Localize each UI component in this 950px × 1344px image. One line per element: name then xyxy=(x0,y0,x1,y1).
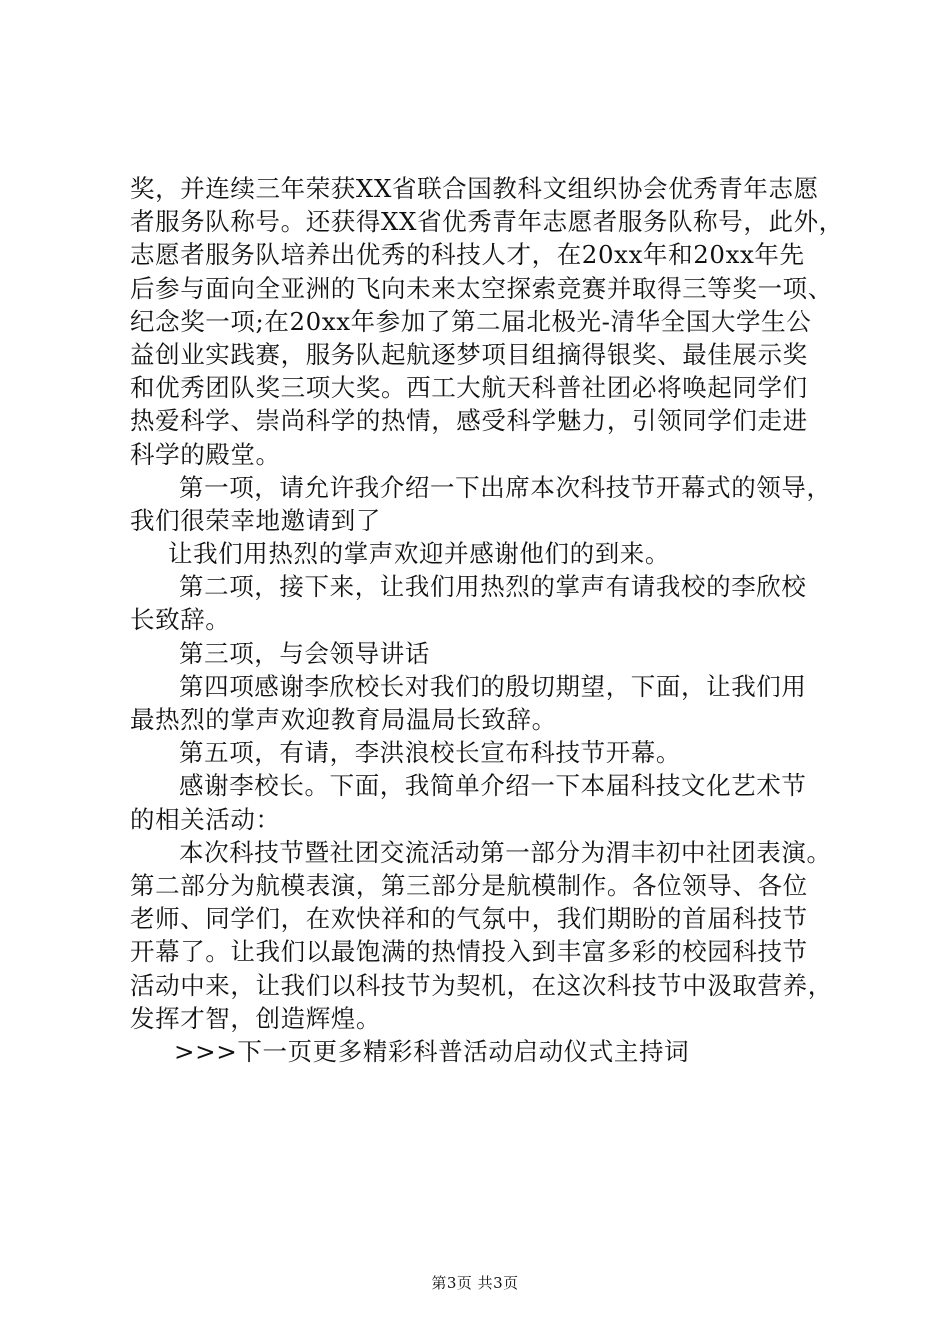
next-page-link[interactable]: >>>下一页更多精彩科普活动启动仪式主持词 xyxy=(174,1036,690,1066)
text-line: 最热烈的掌声欢迎教育局温局长致辞。 xyxy=(130,705,557,734)
text-line: 开幕了。让我们以最饱满的热情投入到丰富多彩的校园科技节 xyxy=(130,937,808,967)
text-line: 本次科技节暨社团交流活动第一部分为渭丰初中社团表演。 xyxy=(179,837,832,867)
text-line: 志愿者服务队培养出优秀的科技人才，在20xx年和20xx年先 xyxy=(130,240,805,270)
text-line: 纪念奖一项;在20xx年参加了第二届北极光-清华全国大学生公 xyxy=(130,306,812,336)
text-line: 感谢李校长。下面，我简单介绍一下本届科技文化艺术节 xyxy=(179,771,807,801)
text-line: 第四项感谢李欣校长对我们的殷切期望，下面，让我们用 xyxy=(179,671,807,701)
text-line: 让我们用热烈的掌声欢迎并感谢他们的到来。 xyxy=(168,539,670,569)
text-line: 第二项，接下来，让我们用热烈的掌声有请我校的李欣校 xyxy=(179,572,807,602)
text-line: 长致辞。 xyxy=(130,605,231,635)
text-line: 益创业实践赛，服务队起航逐梦项目组摘得银奖、最佳展示奖 xyxy=(130,339,808,369)
text-line: 和优秀团队奖三项大奖。西工大航天科普社团必将唤起同学们 xyxy=(130,373,808,403)
text-line: 第一项，请允许我介绍一下出席本次科技节开幕式的领导， xyxy=(179,472,832,502)
text-line: 我们很荣幸地邀请到了 xyxy=(130,505,381,535)
text-line: 后参与面向全亚洲的飞向未来太空探索竞赛并取得三等奖一项、 xyxy=(130,273,833,303)
text-line: 热爱科学、崇尚科学的热情，感受科学魅力，引领同学们走进 xyxy=(130,406,808,436)
text-line: 的相关活动： xyxy=(130,804,281,834)
text-line: 老师、同学们，在欢快祥和的气氛中，我们期盼的首届科技节 xyxy=(130,904,808,934)
text-line: 者服务队称号。还获得XX省优秀青年志愿者服务队称号，此外， xyxy=(130,207,844,237)
text-line: 第五项，有请，李洪浪校长宣布科技节开幕。 xyxy=(179,738,681,768)
text-line: 第二部分为航模表演，第三部分是航模制作。各位领导、各位 xyxy=(130,870,808,900)
text-line: 第三项，与会领导讲话 xyxy=(179,638,430,668)
text-line: 发挥才智，创造辉煌。 xyxy=(130,1003,381,1033)
page-number-footer: 第3页 共3页 xyxy=(431,1274,519,1292)
document-body xyxy=(130,172,855,1068)
text-line: 科学的殿堂。 xyxy=(130,439,281,469)
text-line: 奖，并连续三年荣获XX省联合国教科文组织协会优秀青年志愿 xyxy=(130,174,819,203)
text-line: 活动中来，让我们以科技节为契机，在这次科技节中汲取营养， xyxy=(130,970,833,1000)
